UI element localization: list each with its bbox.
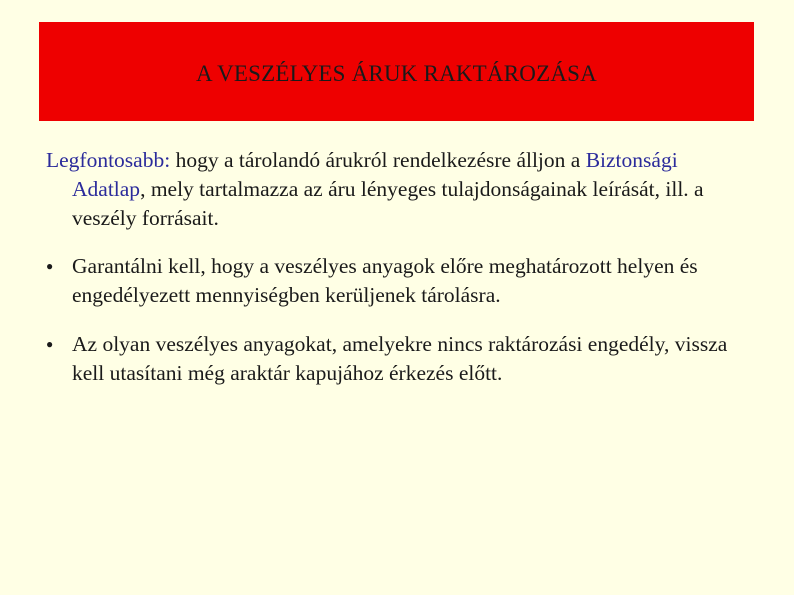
bullet-text: Garantálni kell, hogy a veszélyes anyagok előre meghatározott helyen és engedélyezett mennyiségben kerüljenek tárolásra. bbox=[72, 254, 698, 307]
list-item bbox=[46, 252, 746, 310]
intro-text-2: , mely tartalmazza az áru lényeges tulajdonságainak leírását, ill. a veszély forrásait. bbox=[72, 177, 704, 230]
list-item bbox=[46, 330, 746, 388]
bullet-text: Az olyan veszélyes anyagokat, amelyekre nincs raktározási engedély, vissza kell utasítani még araktár kapujához érkezés előtt. bbox=[72, 332, 728, 385]
intro-highlight-biztonsagi-adatlap: Biztonsági Adatlap bbox=[72, 148, 678, 201]
bullet-list bbox=[46, 252, 746, 388]
intro-paragraph bbox=[46, 146, 746, 233]
page-title: A VESZÉLYES ÁRUK RAKTÁROZÁSA bbox=[196, 60, 597, 86]
intro-text-1: hogy a tárolandó árukról rendelkezésre álljon a bbox=[170, 148, 586, 172]
bullet-dot-icon: ● bbox=[46, 259, 54, 273]
bullet-dot-icon: ● bbox=[46, 337, 54, 351]
intro-highlight-legfontosabb: Legfontosabb: bbox=[46, 148, 171, 172]
title-banner bbox=[39, 22, 754, 121]
slide-content bbox=[46, 146, 746, 388]
